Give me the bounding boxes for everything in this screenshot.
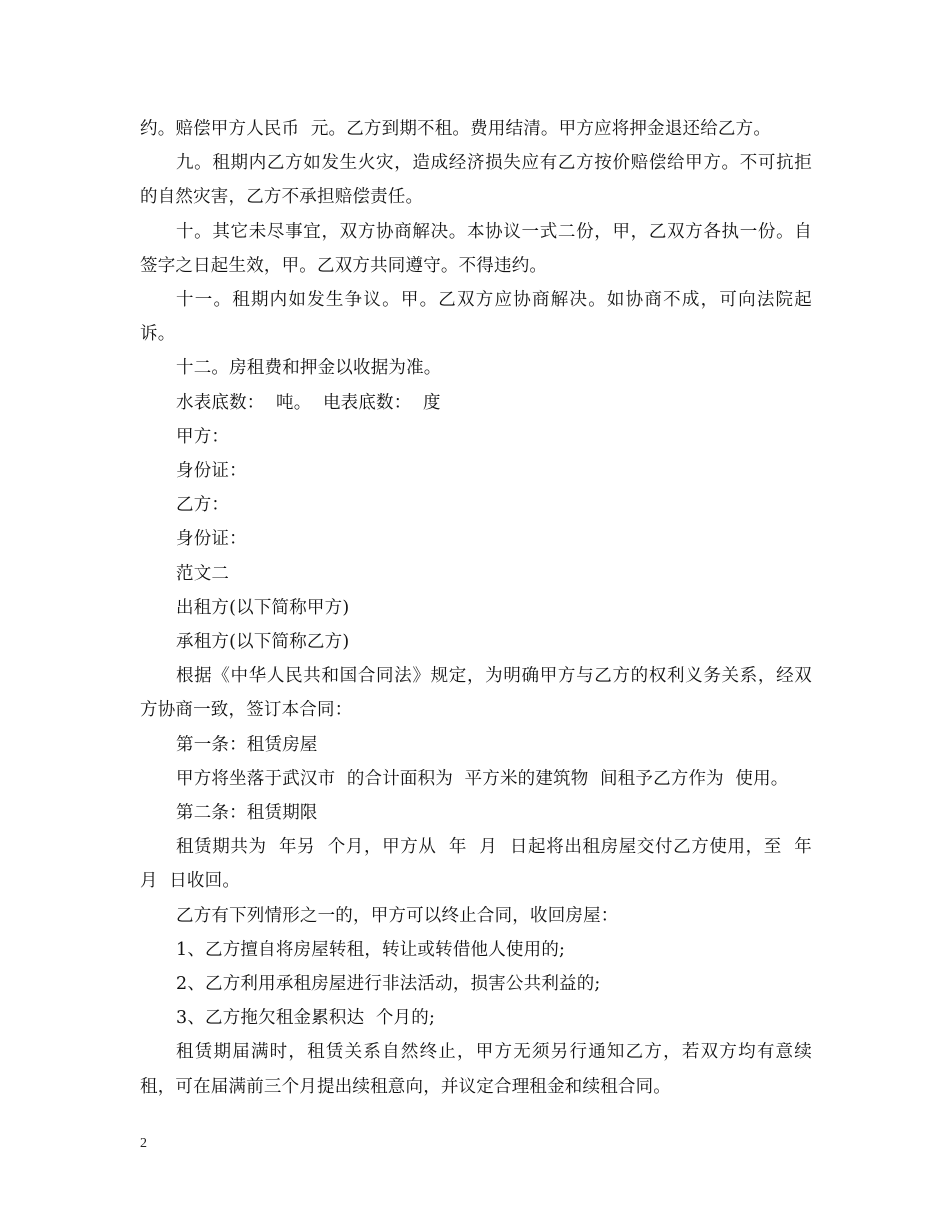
paragraph: 根据《中华人民共和国合同法》规定，为明确甲方与乙方的权利义务关系，经双方协商一致，签订本合同：: [140, 666, 812, 721]
lessee-line: 承租方(以下简称乙方): [176, 632, 350, 653]
party-a-id-line: 身份证：: [176, 461, 247, 482]
paragraph: 十二。房租费和押金以收据为准。: [176, 358, 442, 379]
paragraph: 租赁期共为 年另 个月，甲方从 年 月 日起将出租房屋交付乙方使用，至 年 月 日收回。: [140, 837, 824, 892]
article-heading: 第二条：租赁期限: [176, 803, 318, 824]
meter-readings-line: 水表底数： 吨。 电表底数： 度: [176, 392, 441, 413]
paragraph: 租赁期届满时，租赁关系自然终止，甲方无须另行通知乙方，若双方均有意续租，可在届满前三个月提出续租意向，并议定合理租金和续租合同。: [140, 1042, 812, 1097]
document-body: [140, 112, 824, 1104]
article-heading: 第一条：租赁房屋: [176, 734, 318, 755]
paragraph: 十。其它未尽事宜，双方协商解决。本协议一式二份，甲，乙双方各执一份。自签字之日起生效，甲。乙双方共同遵守。不得违约。: [140, 221, 812, 276]
list-item: 2、乙方利用承租房屋进行非法活动，损害公共利益的;: [176, 974, 601, 995]
party-b-signature-line: 乙方：: [176, 495, 230, 516]
party-a-signature-line: 甲方：: [176, 426, 230, 447]
page-number: 2: [140, 1136, 147, 1151]
party-b-id-line: 身份证：: [176, 529, 247, 550]
list-item: 1、乙方擅自将房屋转租，转让或转借他人使用的;: [176, 939, 566, 960]
paragraph: 九。租期内乙方如发生火灾，造成经济损失应有乙方按价赔偿给甲方。不可抗拒的自然灾害，乙方不承担赔偿责任。: [140, 153, 812, 208]
list-item: 3、乙方拖欠租金累积达 个月的;: [176, 1008, 436, 1029]
paragraph: 乙方有下列情形之一的，甲方可以终止合同，收回房屋：: [176, 905, 619, 926]
section-heading: 范文二: [176, 563, 230, 584]
paragraph: 约。赔偿甲方人民币 元。乙方到期不租。费用结清。甲方应将押金退还给乙方。: [140, 119, 772, 139]
paragraph: 甲方将坐落于武汉市 的合计面积为 平方米的建筑物 间租予乙方作为 使用。: [176, 768, 789, 789]
lessor-line: 出租方(以下简称甲方): [176, 597, 350, 618]
paragraph: 十一。租期内如发生争议。甲。乙双方应协商解决。如协商不成，可向法院起诉。: [140, 290, 812, 345]
